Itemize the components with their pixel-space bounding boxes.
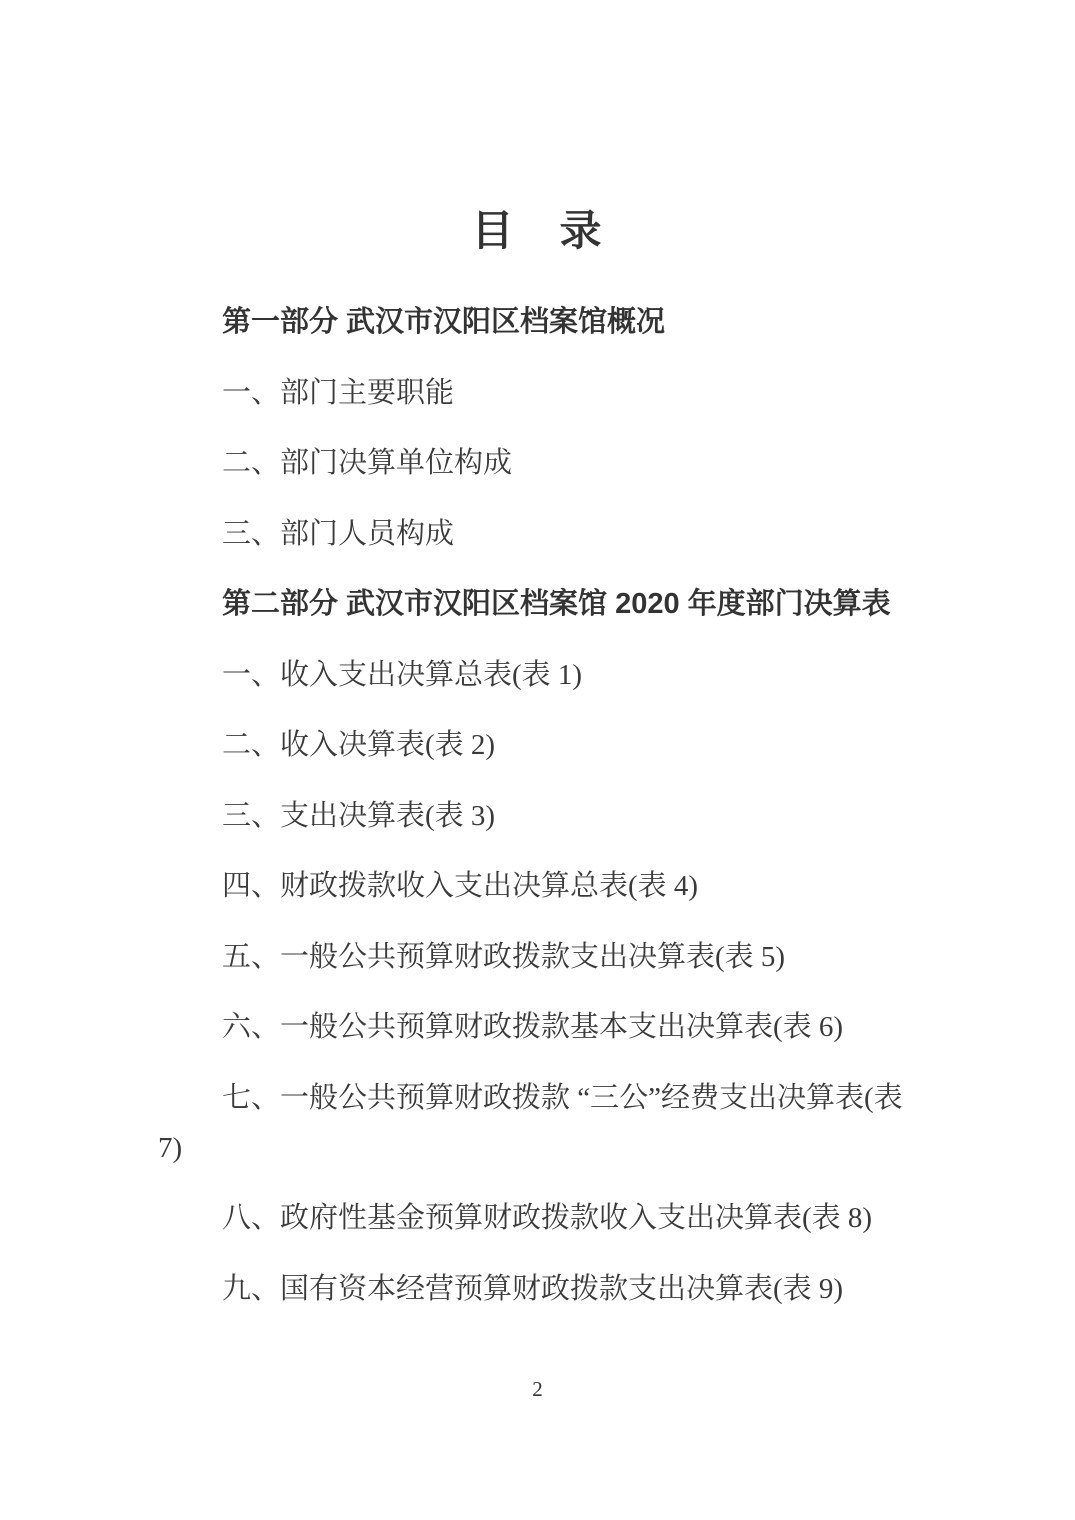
toc-item: 一、收入支出决算总表(表 1): [222, 658, 583, 691]
toc-item-line-2: 7): [158, 1131, 183, 1164]
toc-heading-part-1: 第一部分 武汉市汉阳区档案馆概况: [222, 306, 666, 338]
toc-item: 五、一般公共预算财政拨款支出决算表(表 5): [222, 940, 786, 973]
page-number: 2: [532, 1377, 543, 1401]
toc-item: 六、一般公共预算财政拨款基本支出决算表(表 6): [222, 1011, 844, 1043]
toc-heading-part-2: 第二部分 武汉市汉阳区档案馆 2020 年度部门决算表: [222, 588, 891, 620]
toc-item-line-1: 七、一般公共预算财政拨款 “三公”经费支出决算表(表: [222, 1081, 903, 1114]
toc-item: 八、政府性基金预算财政拨款收入支出决算表(表 8): [222, 1202, 873, 1234]
toc-item-wrapped: [158, 1073, 995, 1173]
toc-item: 二、部门决算单位构成: [222, 447, 513, 479]
toc-item: 一、部门主要职能: [222, 376, 455, 409]
toc-item: 三、部门人员构成: [222, 517, 455, 550]
toc-item: 三、支出决算表(表 3): [222, 799, 496, 832]
toc-item: 四、财政拨款收入支出决算总表(表 4): [222, 870, 699, 902]
toc-item: 九、国有资本经营预算财政拨款支出决算表(表 9): [222, 1272, 844, 1305]
toc-item: 二、收入决算表(表 2): [222, 729, 496, 761]
page-title: 目 录: [471, 207, 604, 254]
table-of-contents: [0, 297, 1075, 1314]
